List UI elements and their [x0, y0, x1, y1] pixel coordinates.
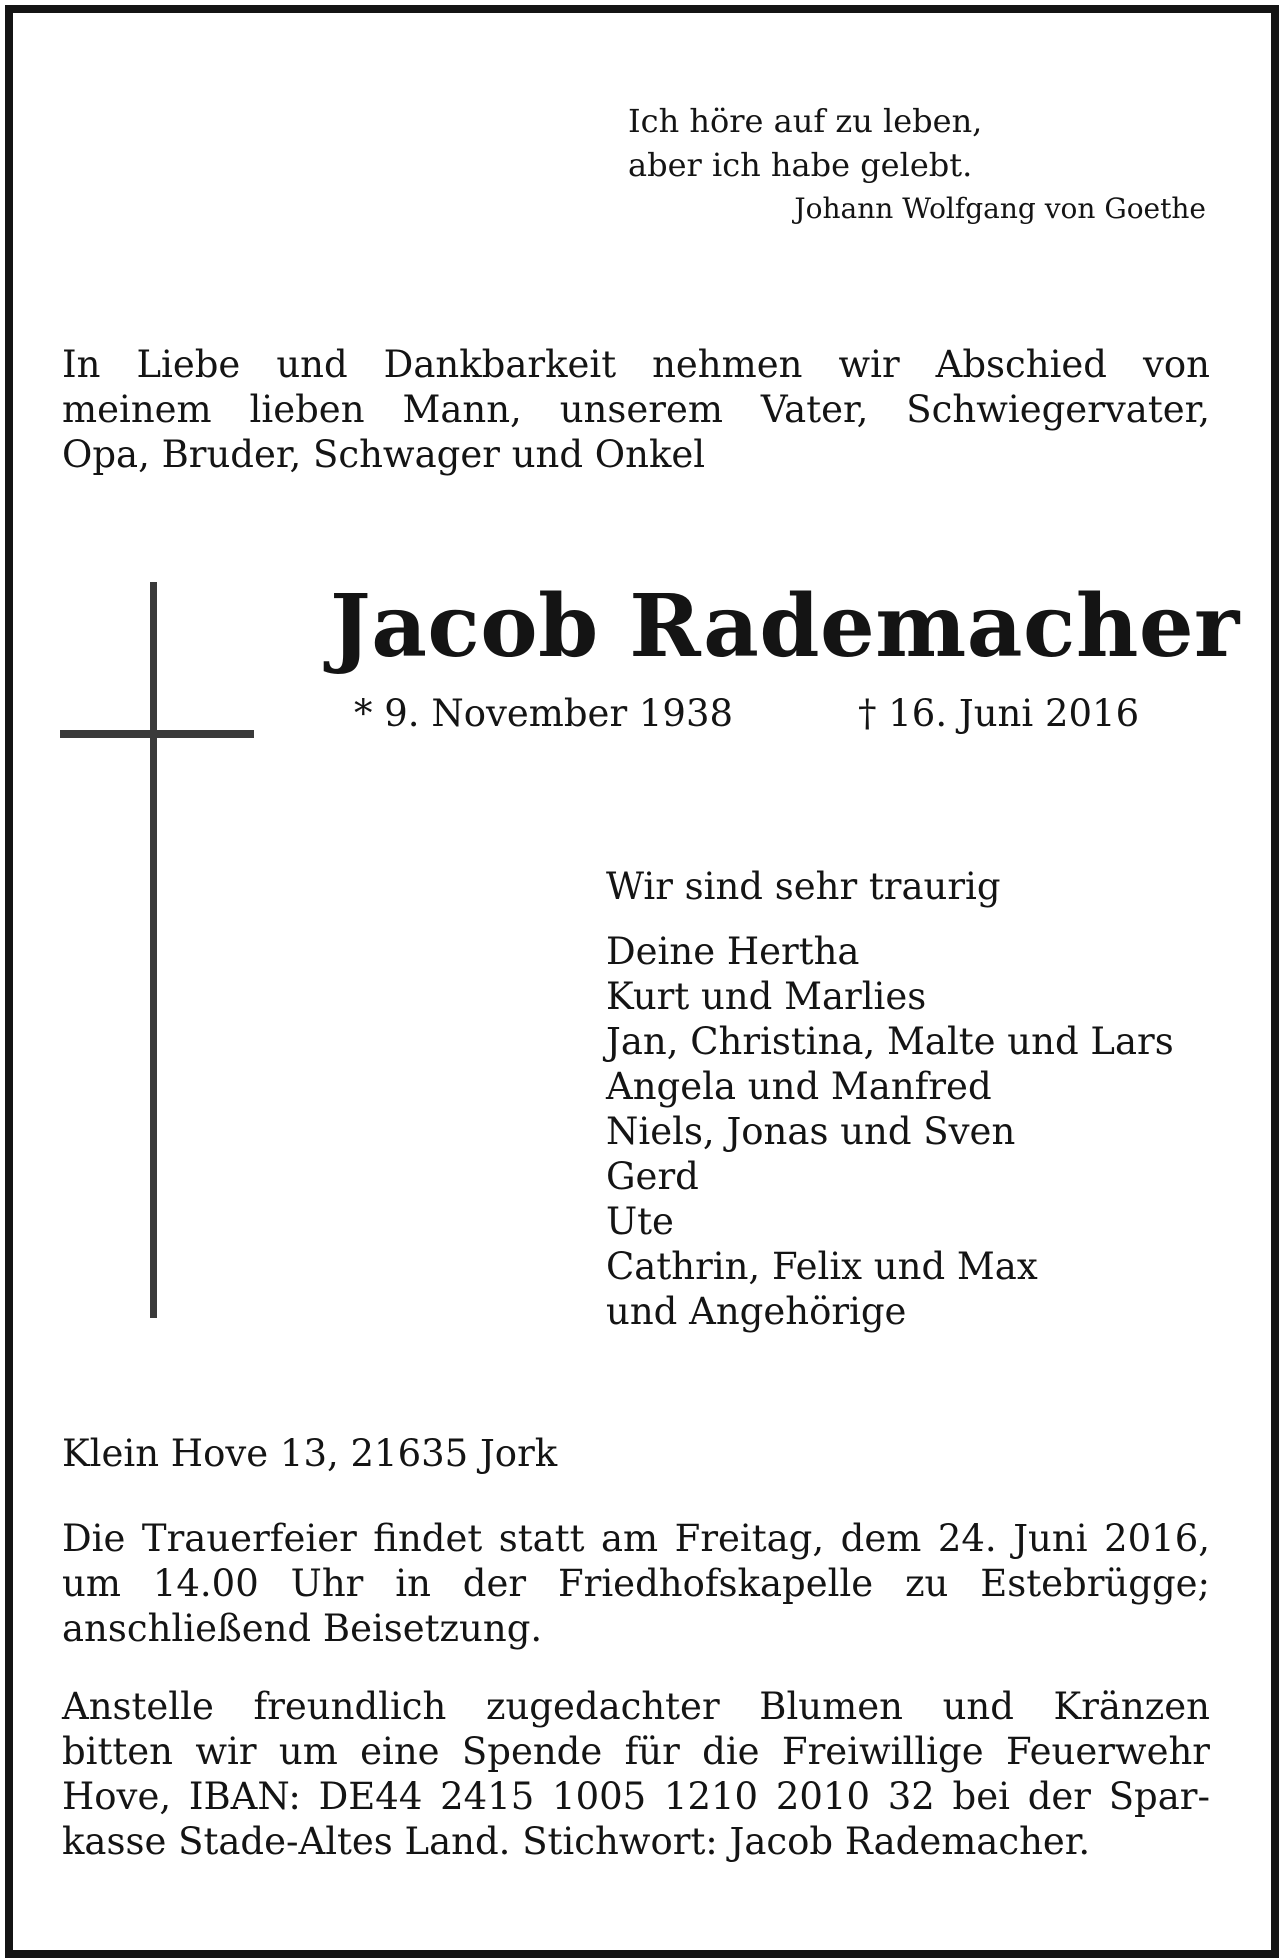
mourner-name: Angela und Manfred: [606, 1065, 992, 1108]
mourner-name: Kurt und Marlies: [606, 975, 927, 1018]
mourner-name: Deine Hertha: [606, 930, 860, 973]
mourner-name: Ute: [606, 1200, 674, 1243]
mourners-heading: Wir sind sehr traurig: [606, 865, 1001, 908]
intro-line: Opa, Bruder, Schwager und Onkel: [62, 433, 706, 476]
mourner-name: Gerd: [606, 1155, 699, 1198]
birth-date: * 9. November 1938: [354, 692, 734, 735]
funeral-line: anschließend Beisetzung.: [62, 1607, 543, 1650]
mourner-name: Jan, Christina, Malte und Lars: [606, 1020, 1174, 1063]
mourner-name: und Angehörige: [606, 1290, 907, 1333]
intro-line: meinem lieben Mann, unserem Vater, Schwiegervater,: [62, 388, 1210, 431]
mourner-name: Niels, Jonas und Sven: [606, 1110, 1016, 1153]
donation-line: bitten wir um eine Spende für die Freiwillige Feuerwehr: [62, 1730, 1210, 1773]
cross-horizontal-beam: [60, 730, 254, 738]
donation-line: kasse Stade-Altes Land. Stichwort: Jacob Rademacher.: [62, 1820, 1091, 1863]
quote-line: Ich höre auf zu leben,: [628, 102, 983, 140]
address: Klein Hove 13, 21635 Jork: [62, 1432, 558, 1475]
mourners-list: [606, 864, 1174, 1334]
intro-line: In Liebe und Dankbarkeit nehmen wir Abschied von: [62, 343, 1210, 386]
deceased-name: Jacob Rademacher: [330, 576, 1240, 677]
mourner-name: Cathrin, Felix und Max: [606, 1245, 1038, 1288]
cross-vertical-beam: [150, 582, 157, 1318]
quote-line: aber ich habe gelebt.: [628, 146, 973, 184]
donation-line: Anstelle freundlich zugedachter Blumen und Kränzen: [62, 1685, 1210, 1728]
intro-paragraph: [62, 342, 1210, 477]
death-date: † 16. Juni 2016: [858, 692, 1140, 735]
funeral-line: Die Trauerfeier findet statt am Freitag, dem 24. Juni 2016,: [62, 1517, 1210, 1560]
donation-paragraph: [62, 1684, 1210, 1864]
donation-line: Hove, IBAN: DE44 2415 1005 1210 2010 32 bei der Spar-: [62, 1775, 1210, 1818]
quote-author: Johann Wolfgang von Goethe: [794, 192, 1206, 225]
funeral-line: um 14.00 Uhr in der Friedhofskapelle zu Estebrügge;: [62, 1562, 1210, 1605]
funeral-paragraph: [62, 1516, 1210, 1651]
